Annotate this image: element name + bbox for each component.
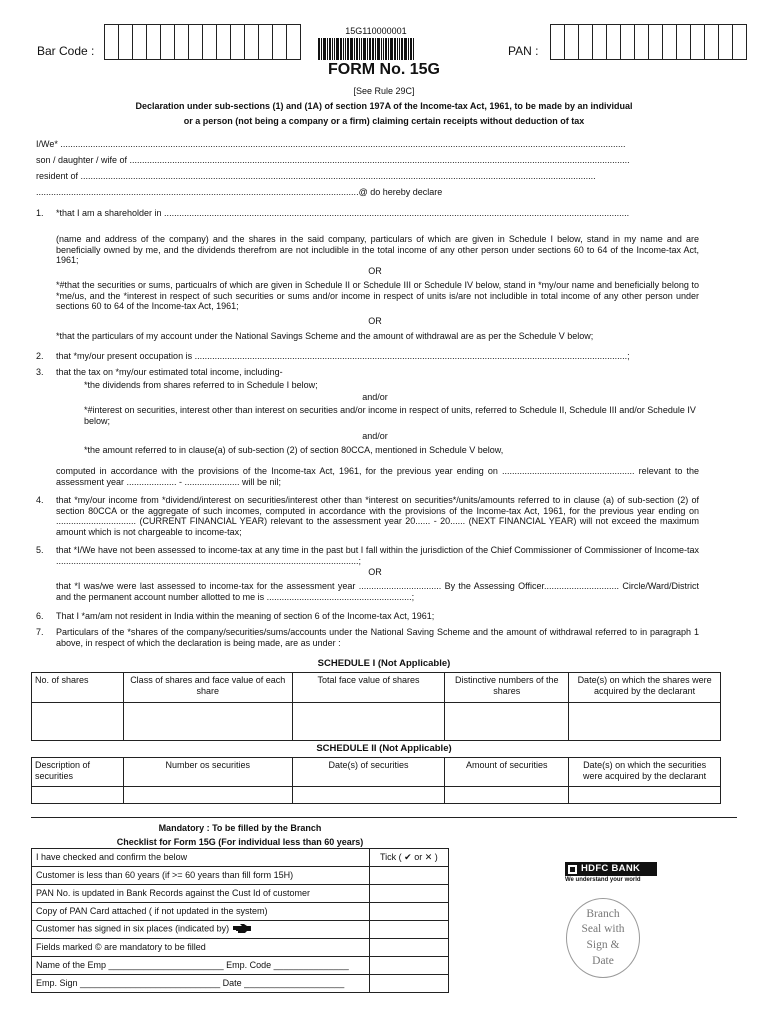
- barcode-image: [318, 38, 434, 60]
- schedule-2-title: SCHEDULE II (Not Applicable): [316, 743, 452, 754]
- schedule-2-cell[interactable]: [32, 787, 124, 804]
- schedule-1-header: Class of shares and face value of each share: [123, 673, 292, 703]
- checklist-row-signed: [32, 921, 370, 939]
- section-divider: [31, 817, 737, 818]
- item-6-number: 6.: [36, 611, 44, 621]
- schedule-2-cell[interactable]: [569, 787, 721, 804]
- emp-name-code-field[interactable]: Name of the Emp _______________________ Emp. Code _______________: [32, 957, 370, 975]
- checklist-tick-cell[interactable]: [369, 885, 448, 903]
- checklist-row-label: I have checked and confirm the below: [32, 849, 370, 867]
- name-field[interactable]: I/We* ..................................................................................................................................................................................................................................: [36, 139, 626, 149]
- checklist-tick-header: Tick ( ✔ or ✕ ): [369, 849, 448, 867]
- schedule-1-header: Distinctive numbers of the shares: [445, 673, 569, 703]
- item-2-number: 2.: [36, 351, 44, 361]
- rule-reference: [See Rule 29C]: [353, 86, 415, 96]
- schedule-1-cell[interactable]: [569, 703, 721, 741]
- checklist-tick-cell[interactable]: [369, 939, 448, 957]
- seal-text: Seal with: [581, 923, 625, 936]
- or-separator: OR: [368, 567, 382, 577]
- schedule-1-header: Date(s) on which the shares were acquired by the declarant: [569, 673, 721, 703]
- bank-name: HDFC BANK: [581, 863, 641, 875]
- checklist-tick-cell[interactable]: [369, 975, 448, 993]
- checklist-row-label: Fields marked © are mandatory to be filled: [32, 939, 370, 957]
- item-3-80cca: *the amount referred to in clause(a) of sub-section (2) of section 80CCA, mentioned in Schedule V below,: [84, 445, 504, 455]
- seal-text: Branch: [586, 907, 620, 920]
- checklist-title-2: Checklist for Form 15G (For individual less than 60 years): [116, 837, 364, 847]
- schedule-1-header: Total face value of shares: [292, 673, 445, 703]
- pan-label: PAN :: [508, 44, 539, 58]
- hdfc-logo-icon: [568, 865, 577, 874]
- branch-seal-area[interactable]: [566, 898, 640, 978]
- emp-sign-date-field[interactable]: Emp. Sign ____________________________ Date ____________________: [32, 975, 370, 993]
- schedule-1-header: No. of shares: [32, 673, 124, 703]
- relation-field[interactable]: son / daughter / wife of ........................................................................................................................................................................................................: [36, 155, 630, 165]
- seal-text: Date: [592, 954, 614, 967]
- item-7-particulars: Particulars of the *shares of the company/securities/sums/accounts under the National Saving Scheme and the amount of withdrawal referred to in paragraph 1 above, in respect of which the declaration is being made, are as under :: [56, 627, 699, 648]
- checklist-tick-cell[interactable]: [369, 957, 448, 975]
- schedule-2-header: Description of securities: [32, 758, 124, 787]
- checklist-title-1: Mandatory : To be filled by the Branch: [158, 823, 322, 833]
- checklist-tick-cell[interactable]: [369, 921, 448, 939]
- item-3-dividends: *the dividends from shares referred to in Schedule I below;: [84, 380, 318, 390]
- barcode-label: Bar Code :: [37, 44, 95, 58]
- checklist-tick-cell[interactable]: [369, 867, 448, 885]
- checklist-row-label: Customer has signed in six places (indicated by): [36, 923, 230, 934]
- pan-boxes[interactable]: [550, 24, 747, 60]
- item-1-nss-text: *that the particulars of my account under the National Savings Scheme and the amount of withdrawal are as per the Schedule V below;: [56, 331, 594, 341]
- pointing-hand-icon: [232, 922, 252, 937]
- checklist-row-label: Copy of PAN Card attached ( if not updated in the system): [32, 903, 370, 921]
- item-1-securities-text: *#that the securities or sums, particualrs of which are given in Schedule II or Schedule III or Schedule IV below, stand in *my/our name and beneficially belong to *me/us, and the *interest in respect of such securities or sums and/or income in respect of units is/are not includible in total income of any other person under sections 60 to 64 of the Income-tax Act, 1961;: [56, 280, 699, 312]
- residence-field[interactable]: resident of ..............................................................................................................................................................................................................: [36, 171, 596, 181]
- barcode-boxes[interactable]: [104, 24, 301, 60]
- schedule-1-table: [31, 672, 721, 741]
- form-title: FORM No. 15G: [327, 61, 440, 78]
- item-5-not-assessed[interactable]: that *I/We have not been assessed to income-tax at any time in the past but I fall within the jurisdiction of the Chief Commissioner of Commissioner of Income-tax .........................................................................................................................;: [56, 545, 699, 566]
- schedule-2-header: Date(s) of securities: [292, 758, 445, 787]
- item-3-number: 3.: [36, 367, 44, 377]
- seal-text: Sign &: [586, 939, 620, 951]
- schedule-2-header: Date(s) on which the securities were acquired by the declarant: [569, 758, 721, 787]
- bank-logo: [565, 862, 657, 884]
- declaration-heading-2: or a person (not being a company or a firm) claiming certain receipts without deduction of tax: [183, 116, 585, 126]
- schedule-2-table: [31, 757, 721, 804]
- checklist-row-label: PAN No. is updated in Bank Records against the Cust Id of customer: [32, 885, 370, 903]
- item-1-shareholder[interactable]: *that I am a shareholder in ..........................................................................................................................................................................................: [56, 208, 630, 218]
- schedule-2-cell[interactable]: [445, 787, 569, 804]
- declare-line[interactable]: .................................................................................................................................@ do hereby declare: [36, 187, 443, 197]
- item-3-computed[interactable]: computed in accordance with the provisions of the Income-tax Act, 1961, for the previous year ending on ..................................................... relevant to the assessment year .................... - ...................... will be nil;: [56, 466, 699, 487]
- checklist-row-label: Customer is less than 60 years (if >= 60 years than fill form 15H): [32, 867, 370, 885]
- item-3-interest: *#interest on securities, interest other than interest on securities and/or income in respect of units, referred to Schedule II, Schedule III and/or Schedule IV below;: [84, 405, 696, 426]
- item-4-number: 4.: [36, 495, 44, 505]
- schedule-1-cell[interactable]: [32, 703, 124, 741]
- item-1-shares-text: (name and address of the company) and the shares in the said company, particulars of which are given in Schedule I below, stand in my name and are beneficially owned by me, and the dividends therefrom are not includible in the total income of any other person under sections 60 to 64 of the Income-tax Act, 1961;: [56, 234, 699, 266]
- bank-tagline: We understand your world: [565, 877, 641, 883]
- schedule-1-cell[interactable]: [445, 703, 569, 741]
- or-separator: OR: [368, 316, 382, 326]
- item-5-number: 5.: [36, 545, 44, 555]
- item-6-residency: That I *am/am not resident in India within the meaning of section 6 of the Income-tax Act, 1961;: [56, 611, 435, 621]
- barcode-number: 15G110000001: [345, 26, 407, 36]
- schedule-2-header: Number os securities: [123, 758, 292, 787]
- schedule-2-header: Amount of securities: [445, 758, 569, 787]
- or-separator: OR: [368, 266, 382, 276]
- item-3-intro: that the tax on *my/our estimated total income, including-: [56, 367, 283, 377]
- item-1-number: 1.: [36, 208, 44, 218]
- item-7-number: 7.: [36, 627, 44, 637]
- schedule-1-cell[interactable]: [292, 703, 445, 741]
- item-4-income[interactable]: that *my/our income from *dividend/interest on securities/interest other than *interest on securities*/units/amounts referred to in clause (a) of sub-section (2) of section 80CCA or the aggregate of such incomes, computed in accordance with the provisions of the Income-tax Act, 1961, for the previous year ending on ................................ (CURRENT FINANCIAL YEAR) relevant to the assessment year 20...... - 20...... (NEXT FINANCIAL YEAR) will not exceed the maximum amount which is not chargeable to income-tax;: [56, 495, 699, 537]
- schedule-2-cell[interactable]: [123, 787, 292, 804]
- schedule-1-title: SCHEDULE I (Not Applicable): [317, 658, 451, 669]
- andor-separator: and/or: [362, 431, 388, 441]
- item-2-occupation[interactable]: that *my/our present occupation is .............................................................................................................................................................................;: [56, 351, 630, 361]
- declaration-heading-1: Declaration under sub-sections (1) and (1A) of section 197A of the Income-tax Act, 1961, to be made by an individual: [135, 101, 633, 111]
- item-5-last-assessed[interactable]: that *I was/we were last assessed to income-tax for the assessment year ................................. By the Assessing Officer.............................. Circle/Ward/District and the permanent account number allotted to me is ..........................................................;: [56, 581, 699, 602]
- schedule-2-cell[interactable]: [292, 787, 445, 804]
- andor-separator: and/or: [362, 392, 388, 402]
- schedule-1-cell[interactable]: [123, 703, 292, 741]
- checklist-table: [31, 848, 449, 993]
- checklist-tick-cell[interactable]: [369, 903, 448, 921]
